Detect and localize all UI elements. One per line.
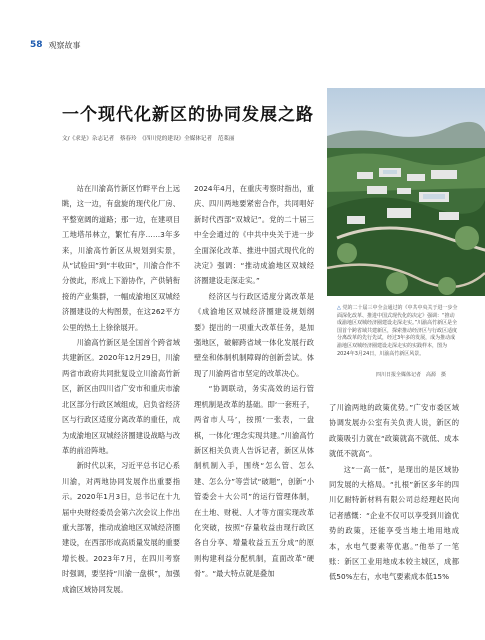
article-title: 一个现代化新区的协同发展之路	[62, 105, 314, 125]
paragraph: 站在川渝高竹新区竹畔平台上远眺，这一边，有盘旋的现代化厂房、平整宽阔的道路；那一边，在建项目工地塔吊林立，繁忙有序……3年多来，川渝高竹新区从规划到实景，从“试验田”到“丰收田”，川渝合作不分彼此，形成上下游协作，产供销衔接的产业集群，一幅成渝地区双城经济圈建设的大构图景，在这262平方公里的热土上徐徐展开。	[62, 184, 180, 332]
paragraph: 2024年4月，在重庆考察时指出，重庆、四川两地要紧密合作，共同唱好新时代西部“双城记”。党的二十届三中全会通过的《中共中央关于进一步全面深化改革、推进中国式现代化的决定》强调：“推动成渝地区双城经济圈建设走深走实。”	[194, 184, 314, 286]
paragraph: 这“一高一低”，是现出的是区域协同发展的大格局。“扎根”新区多年的四川亿耐特新材料有限公司总经理赵民向记者感慨：“企业不仅可以享受到川渝优势的政策，还能享受当地土地用地成本，水电气要素等优惠。”他举了一笔账：新区工业用地成本较主城区，成都低50%左右，水电气要素成本低15%	[329, 464, 459, 582]
paragraph: 川渝高竹新区是全国首个跨省域共建新区。2020年12月29日，川渝两省市政府共同批复设立川渝高竹新区，新区由四川省广安市和重庆市渝北区部分行政区域组成，启负省经济区与行政区适度分离改革的重任，成为成渝地区双城经济圈建设战略与改革的前沿阵地。	[62, 338, 180, 455]
page-number: 58	[30, 40, 43, 50]
paragraph: 新时代以来，习近平总书记心系川渝，对两地协同发展作出重要指示。2020年1月3日，总书记在十九届中央财经委员会第六次会议上作出重大部署，推动成渝地区双城经济圈建设，在西部形成高质量发展的重要增长极。2023年7月，在四川考察时强调，要坚持“川渝一盘棋”，加强成渝区域协同发展。	[62, 461, 180, 594]
caption-text: 党的二十届三中全会通过的《中共中央关于进一步全面深化改革、推进中国式现代化的决定》强调：“推动成渝地区双城经济圈建设走深走实。”川渝高竹新区是全国首个跨省域共建新区，探索推动经济区与行政区适度分离改革的先行先试，经过3年多的发展，成为推动成渝地区双城经济圈建设走深走实的实践样本，图为2024年3月24日，川渝高竹新区风景。	[337, 305, 458, 357]
article-byline: 文/《求是》杂志记者 蔡春玲 《四川党的建设》全媒体记者 范莱丽	[62, 136, 235, 142]
paragraph: “协调联动，务实高效的运行管理机制是改革的基础。即‘一套班子，两省市人马’，按照‘一张表，一盘棋，一体化’理念实现共建。”川渝高竹新区相关负责人告诉记者，新区从体制机制入手，围绕“怎么管、怎么建、怎么分”等尝试“破题”，创新“小管委会＋大公司”的运行管理体制，在土地、财税、人才等方面实现改革化突破，按照“存量收益由现行政区各自分享、增量收益五五分成”的原则构建利益分配机制，直面改革“硬骨”。“最大特点就是叠加	[194, 384, 314, 579]
section-label: 观察故事	[48, 40, 81, 50]
caption-triangle-icon: △	[337, 305, 341, 311]
paragraph: 经济区与行政区适度分离改革是《成渝地区双城经济圈建设规划纲要》提出的一项重大改革任务，是加强地区，破解跨省域一体化发展行政壁垒和体制机制障碍的创新尝试。体现了川渝两省市坚定的改革决心。	[194, 291, 314, 378]
photo-caption	[337, 305, 459, 358]
aerial-photo	[327, 88, 485, 296]
photo-credit: 四川日报全媒体记者 高源 摄	[376, 372, 447, 378]
body-column-2	[194, 181, 314, 582]
paragraph: 了川渝两地的政策优势。”广安市委区域协调发展办公室有关负责人说，新区的政策吸引力就在“政策就高不就低、成本就低不就高”。	[329, 403, 459, 459]
body-column-3	[329, 400, 459, 585]
body-column-1	[62, 181, 180, 597]
page-header	[30, 38, 81, 52]
